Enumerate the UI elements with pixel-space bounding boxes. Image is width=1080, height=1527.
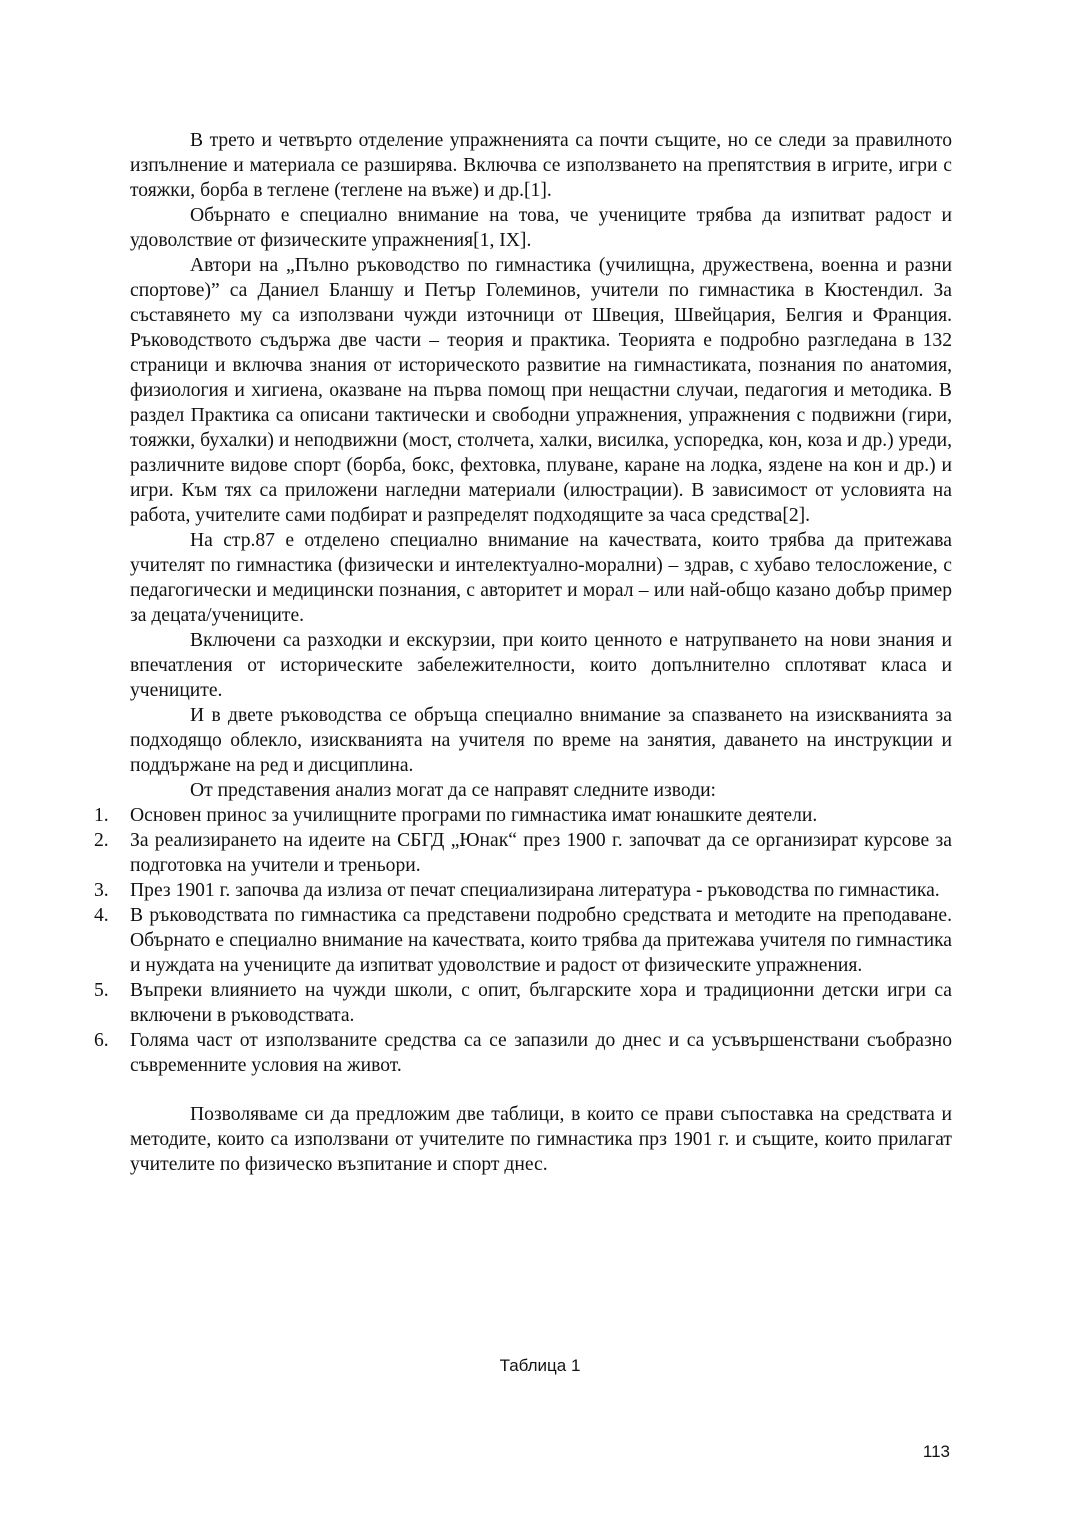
list-item [94,903,952,978]
paragraph: Обърнато е специално внимание на това, че учениците трябва да изпитват радост и удоволствие от физическите упражнения[1, IX]. [130,205,952,251]
list-item-text: Основен принос за училищните програми по гимнастика имат юнашките деятели. [130,805,818,826]
list-item [94,1028,952,1078]
list-item-text: В ръководствата по гимнастика са представени подробно средствата и методите на преподаване. Обърнато е специално внимание на качествата, които трябва да притежава учителя по гимнастика и нуждата на учениците да изпитват удоволствие и радост от физическите упражнения. [130,905,952,976]
paragraph: От представения анализ могат да се направят следните изводи: [190,780,716,801]
spacer [130,1078,952,1102]
list-item-text: За реализирането на идеите на СБГД „Юнак“ през 1900 г. започват да се организират курсове за подготовка на учители и треньори. [130,830,952,876]
list-item [94,803,952,828]
list-item-number: 5. [94,980,109,1001]
list-item-number: 3. [94,880,109,901]
list-item-number: 2. [94,830,109,851]
table-caption: Таблица 1 [499,1356,581,1375]
closing-paragraph: Позволяваме си да предложим две таблици, в които се прави съпоставка на средствата и методите, които са използвани от учителите по гимнастика прз 1901 г. и същите, които прилагат учителите по физическо възпитание и спорт днес. [130,1104,952,1175]
paragraph: В трето и четвърто отделение упражненията са почти същите, но се следи за правилното изпълнение и материала се разширява. Включва се използването на препятствия в игрите, игри с тояжки, борба в теглене (теглене на въже) и др.[1]. [130,130,952,201]
list-item-number: 1. [94,805,109,826]
page-body [94,128,952,1177]
list-item-number: 4. [94,905,109,926]
page-number: 113 [922,1442,950,1461]
conclusions-list [94,803,952,1078]
list-item [94,878,952,903]
list-item [94,978,952,1028]
list-item-number: 6. [94,1030,109,1051]
list-item-text: Голяма част от използваните средства са се запазили до днес и са усъвършенствани съобразно съвременните условия на живот. [130,1030,952,1076]
paragraph: Автори на „Пълно ръководство по гимнастика (училищна, дружествена, военна и разни спортове)” са Даниел Бланшу и Петър Големинов, учители по гимнастика в Кюстендил. За съставянето му са използвани чужди източници от Швеция, Швейцария, Белгия и Франция. Ръководството съдържа две части – теория и практика. Теорията е подробно разгледана в 132 страници и включва знания от историческото развитие на гимнастиката, познания по анатомия, физиология и хигиена, оказване на първа помощ при нещастни случаи, педагогия и методика. В раздел Практика са описани тактически и свободни упражнения, упражнения с подвижни (гири, тояжки, бухалки) и неподвижни (мост, столчета, халки, висилка, успоредка, кон, коза и др.) уреди, различните видове спорт (борба, бокс, фехтовка, плуване, каране на лодка, яздене на кон и др.) и игри. Към тях са приложени нагледни материали (илюстрации). В зависимост от условията на работа, учителите сами подбират и разпределят подходящите за часа средства[2]. [130,255,952,526]
paragraph: Включени са разходки и екскурзии, при които ценното е натрупването на нови знания и впечатления от историческите забележителности, които допълнително сплотяват класа и учениците. [130,630,952,701]
list-item-text: Въпреки влиянието на чужди школи, с опит, българските хора и традиционни детски игри са включени в ръководствата. [130,980,952,1026]
paragraph: И в двете ръководства се обръща специално внимание за спазването на изискванията за подходящо облекло, изискванията на учителя по време на занятия, даването на инструкции и поддържане на ред и дисциплина. [130,705,952,776]
list-item [94,828,952,878]
paragraph: На стр.87 е отделено специално внимание на качествата, които трябва да притежава учителят по гимнастика (физически и интелектуално-морални) – здрав, с хубаво телосложение, с педагогически и медицински познания, с авторитет и морал – или най-общо казано добър пример за децата/учениците. [130,530,952,626]
list-item-text: През 1901 г. започва да излиза от печат специализирана литература - ръководства по гимнастика. [130,880,940,901]
